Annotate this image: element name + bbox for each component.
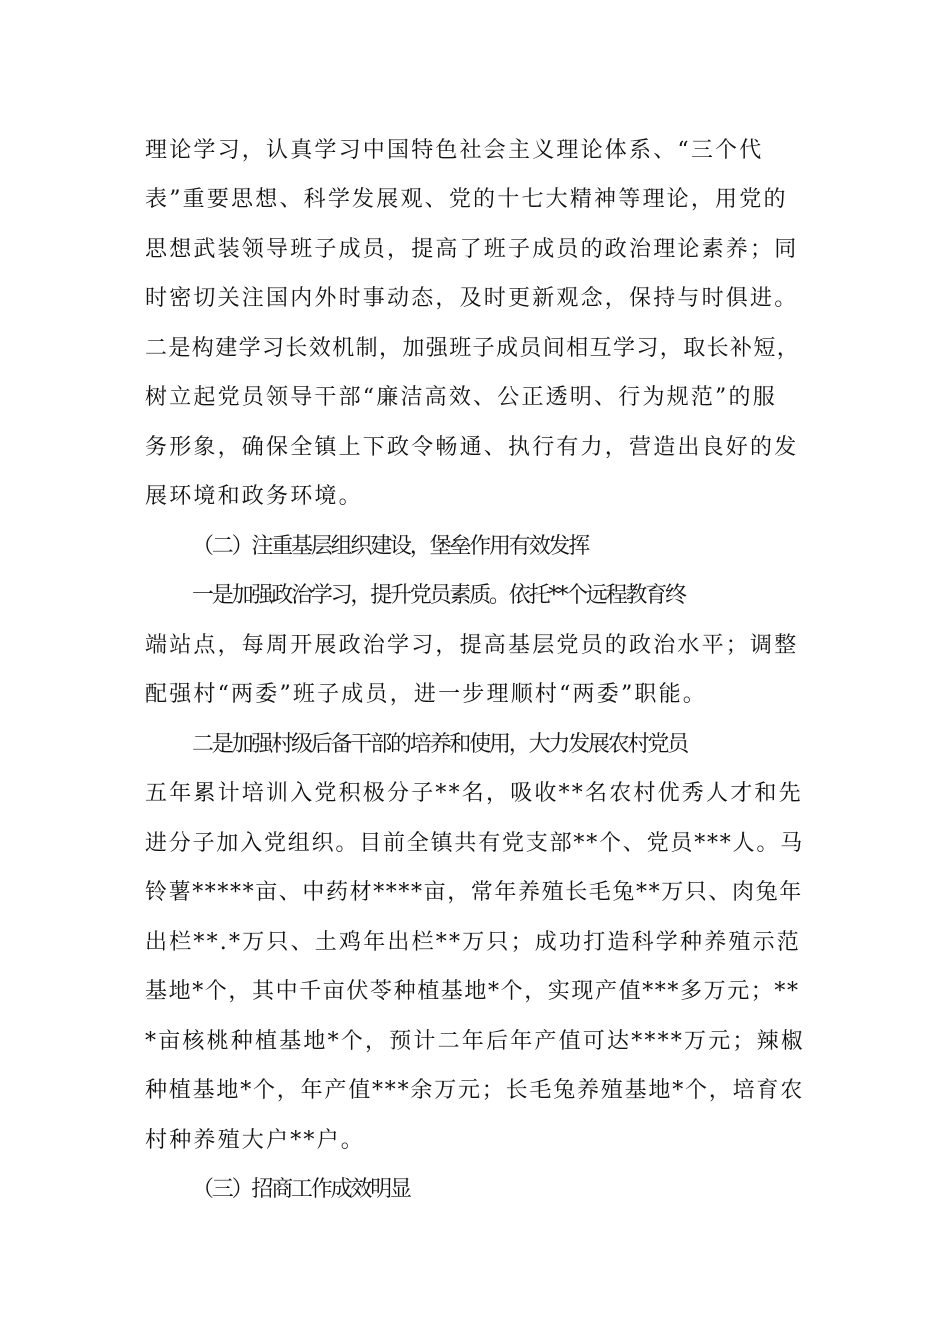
text-line: 进分子加入党组织。目前全镇共有党支部**个、党员***人。马 [145,831,805,856]
text-line: 时密切关注国内外时事动态，及时更新观念，保持与时俱进。 [145,286,799,311]
section-heading: （三）招商工作成效明显 [192,1177,410,1202]
text-line: 五年累计培训入党积极分子**名，吸收**名农村优秀人才和先 [145,781,803,806]
text-line: 出栏**.*万只、土鸡年出栏**万只；成功打造科学种养殖示范 [145,930,801,955]
text-line: 二是加强村级后备干部的培养和使用，大力发展农村党员 [192,732,688,757]
text-line: 铃薯*****亩、中药材****亩，常年养殖长毛兔**万只、肉兔年 [145,880,803,905]
text-line: 村种养殖大户**户。 [145,1128,366,1153]
text-line: 端站点，每周开展政治学习，提高基层党员的政治水平；调整 [145,633,799,658]
text-line: 理论学习，认真学习中国特色社会主义理论体系、“三个代 [145,138,764,163]
text-line: 务形象，确保全镇上下政令畅通、执行有力，营造出良好的发 [145,435,799,460]
text-line: 思想武装领导班子成员，提高了班子成员的政治理论素养；同 [145,237,799,262]
text-line: 配强村“两委”班子成员，进一步理顺村“两委”职能。 [145,682,707,707]
text-line: 表”重要思想、科学发展观、党的十七大精神等理论，用党的 [145,187,788,212]
text-line: 基地*个，其中千亩伏苓种植基地*个，实现产值***多万元；** [145,979,800,1004]
text-line: 一是加强政治学习，提升党员素质。依托**个远程教育终 [192,583,685,608]
text-line: *亩核桃种植基地*个，预计二年后年产值可达****万元；辣椒 [145,1029,806,1054]
text-line: 树立起党员领导干部“廉洁高效、公正透明、行为规范”的服 [145,385,777,410]
text-line: 种植基地*个，年产值***余万元；长毛兔养殖基地*个，培育农 [145,1078,805,1103]
section-heading: （二）注重基层组织建设，堡垒作用有效发挥 [192,534,589,559]
text-line: 展环境和政务环境。 [145,484,363,509]
text-line: 二是构建学习长效机制，加强班子成员间相互学习，取长补短， [145,336,801,361]
